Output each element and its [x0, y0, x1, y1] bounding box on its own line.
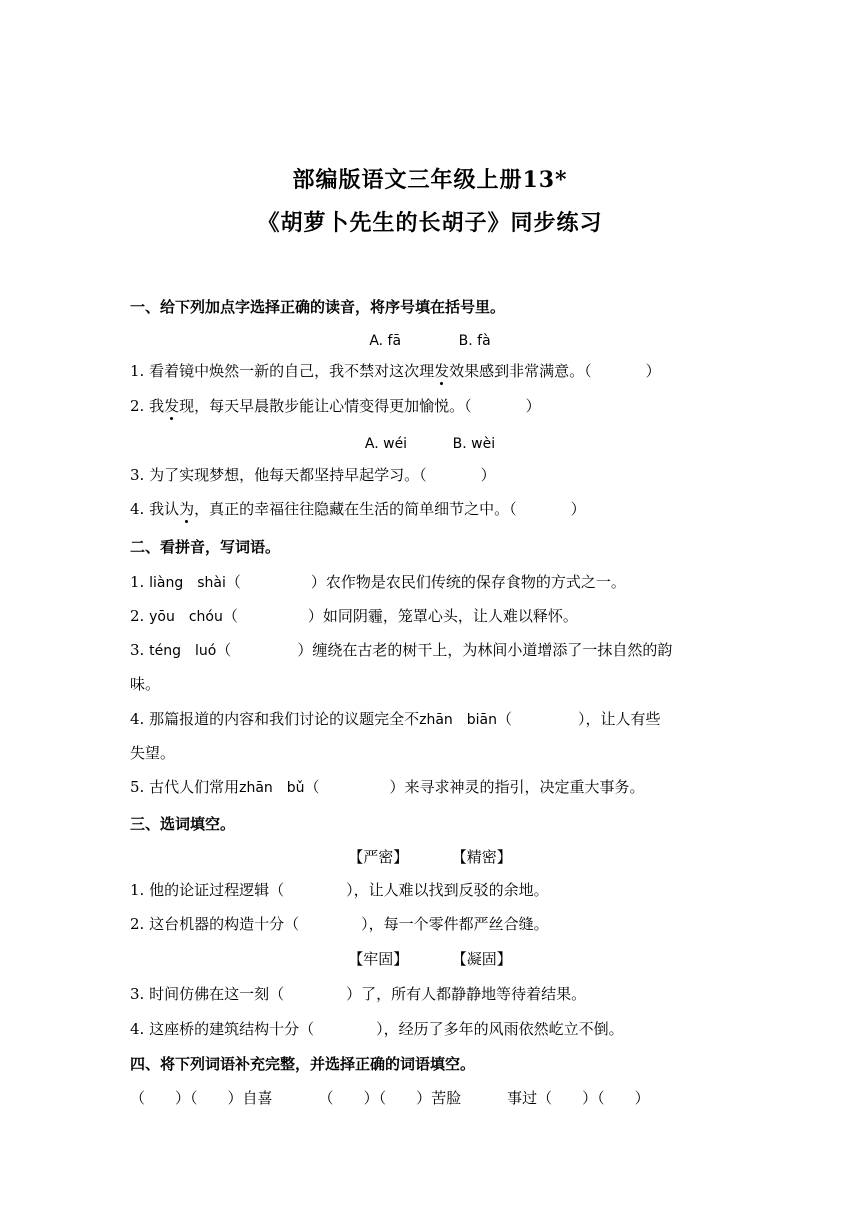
pinyin: zhān biān — [419, 712, 497, 728]
section-4-heading: 四、将下列词语补充完整，并选择正确的词语填空。 — [130, 1055, 476, 1073]
question-1-3: 3. 为了实现梦想，他每天都坚持早起学习。（ ） — [130, 466, 496, 484]
question-3-2: 2. 这台机器的构造十分（ ），每一个零件都严丝合缝。 — [130, 915, 549, 933]
option-b: B. fà — [458, 333, 491, 349]
question-3-3: 3. 时间仿佛在这一刻（ ）了，所有人都静静地等待着结果。 — [130, 985, 587, 1003]
word-option: 【精密】 — [451, 848, 512, 866]
section-2-heading: 二、看拼音，写词语。 — [130, 538, 281, 556]
idiom-1: （ ）（ ）自喜 — [130, 1089, 273, 1107]
word-option: 【凝固】 — [451, 950, 512, 968]
option-a: A. wéi — [364, 436, 408, 452]
idiom-3: 事过（ ）（ ） — [507, 1089, 650, 1107]
dotted-char: 发 — [164, 397, 180, 415]
question-2-4-cont: 失望。 — [130, 744, 176, 762]
question-3-1: 1. 他的论证过程逻辑（ ），让人难以找到反驳的余地。 — [130, 881, 549, 899]
question-2-2: 2. yōu chóu（ ）如同阴霾，笼罩心头，让人难以释怀。 — [130, 607, 578, 625]
option-a: A. fā — [369, 333, 402, 349]
word-option: 【严密】 — [348, 848, 409, 866]
pinyin: téng luó — [149, 643, 217, 659]
question-2-1: 1. liàng shài（ ）农作物是农民们传统的保存食物的方式之一。 — [130, 573, 626, 591]
section-3-heading: 三、选词填空。 — [130, 815, 236, 833]
section-1-heading: 一、给下列加点字选择正确的读音，将序号填在括号里。 — [130, 298, 506, 316]
section-1-options-2 — [0, 433, 860, 454]
word-bank-1 — [0, 847, 860, 867]
word-bank-2 — [0, 949, 860, 969]
question-2-5: 5. 古代人们常用zhān bǔ（ ）来寻求神灵的指引，决定重大事务。 — [130, 778, 645, 796]
dotted-char: 为 — [179, 500, 195, 518]
page-subtitle: 《胡萝卜先生的长胡子》同步练习 — [257, 210, 603, 236]
question-1-1: 1. 看着镜中焕然一新的自己，我不禁对这次理发效果感到非常满意。（ ） — [130, 362, 661, 380]
question-1-2: 2. 我发现，每天早晨散步能让心情变得更加愉悦。（ ） — [130, 397, 541, 415]
idiom-row — [130, 1088, 750, 1108]
question-2-4: 4. 那篇报道的内容和我们讨论的议题完全不zhān biān（ ），让人有些 — [130, 710, 661, 728]
page-title: 部编版语文三年级上册13* — [292, 167, 568, 193]
question-2-3: 3. téng luó（ ）缠绕在古老的树干上，为林间小道增添了一抹自然的韵 — [130, 641, 673, 659]
idiom-2: （ ）（ ）苦脸 — [318, 1089, 462, 1107]
dotted-char: 发 — [434, 362, 450, 380]
pinyin: liàng shài — [149, 575, 226, 591]
word-option: 【牢固】 — [348, 950, 409, 968]
option-b: B. wèi — [452, 436, 496, 452]
section-1-options-1 — [0, 330, 860, 351]
pinyin: zhān bǔ — [239, 780, 305, 796]
pinyin: yōu chóu — [149, 609, 223, 625]
question-1-4: 4. 我认为，真正的幸福往往隐藏在生活的简单细节之中。（ ） — [130, 500, 586, 518]
question-3-4: 4. 这座桥的建筑结构十分（ ），经历了多年的风雨依然屹立不倒。 — [130, 1020, 624, 1038]
question-2-3-cont: 味。 — [130, 675, 161, 693]
